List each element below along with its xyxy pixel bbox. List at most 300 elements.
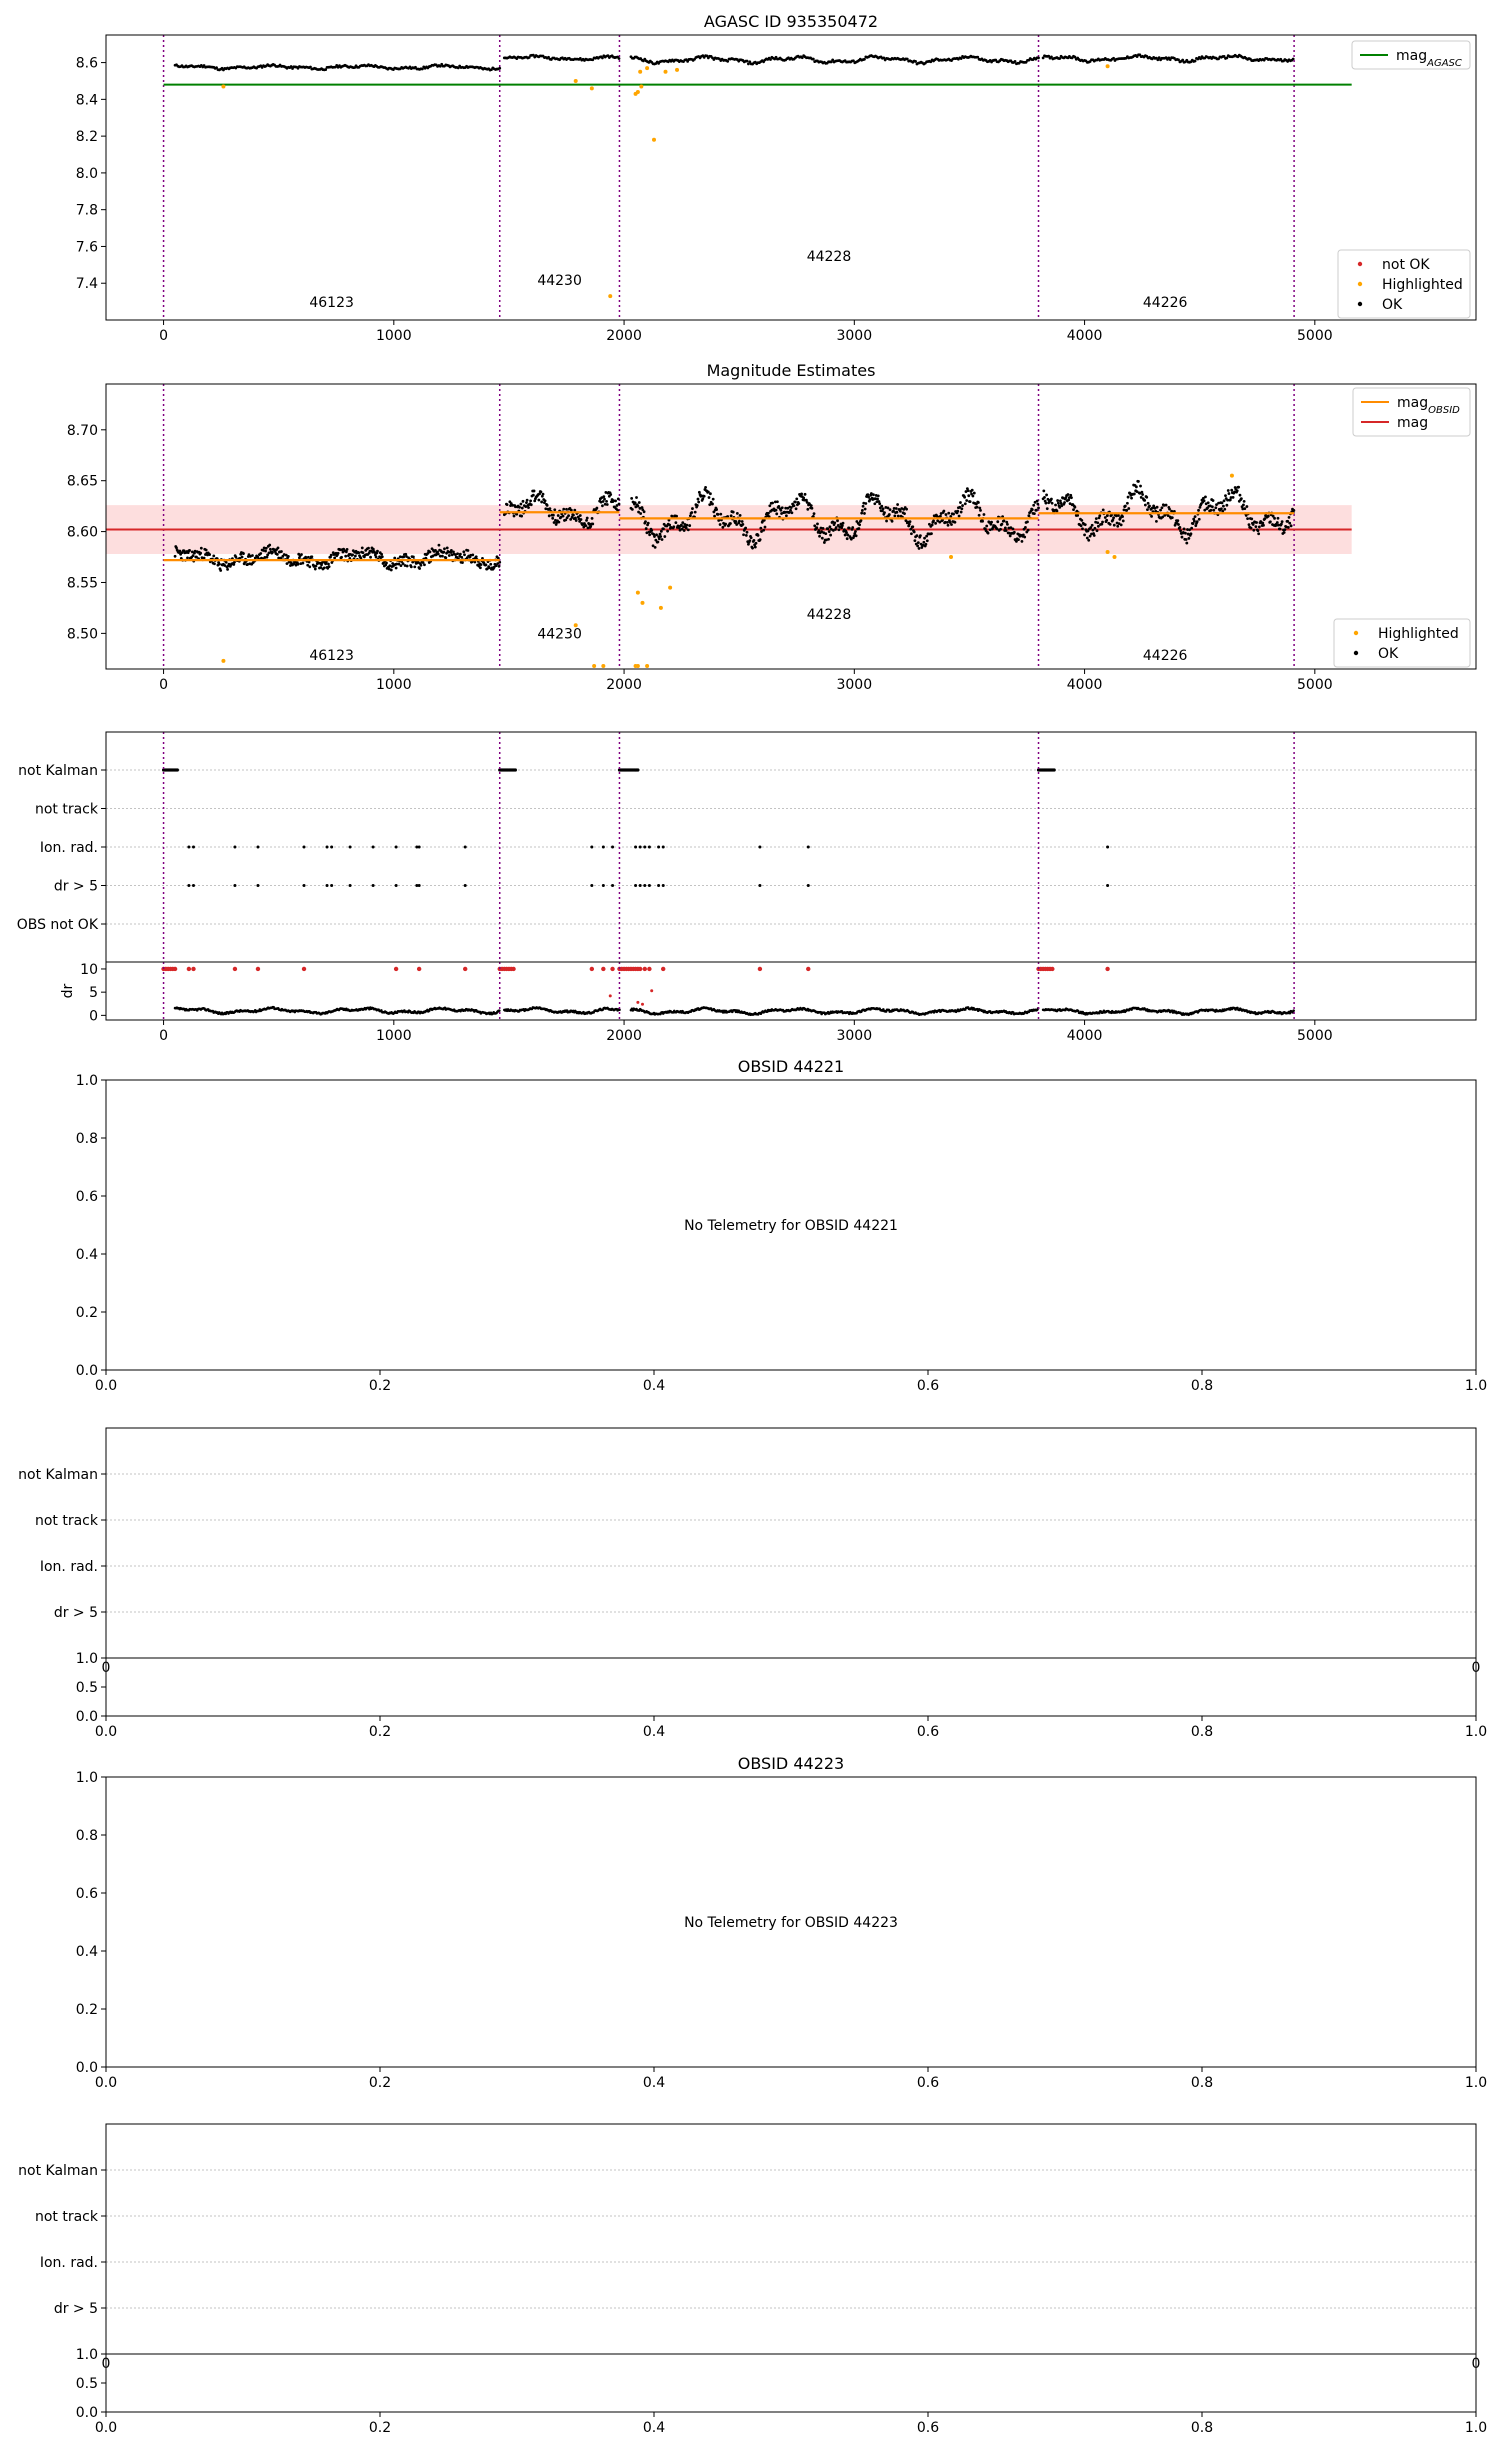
- dr-gt-5-point: [233, 884, 236, 887]
- x-tick-label: 4000: [1066, 677, 1103, 693]
- x-tick-label: 2000: [606, 328, 642, 344]
- ok-point: [672, 525, 675, 528]
- dr-not-ok-point: [187, 967, 191, 971]
- x-tick-label: 0.6: [916, 1724, 940, 1740]
- ok-point: [413, 565, 416, 568]
- ok-point: [1183, 528, 1186, 531]
- ok-point: [815, 526, 818, 529]
- dr-not-ok-point: [463, 967, 467, 971]
- y-tick-label: 8.50: [66, 626, 98, 643]
- ok-point: [754, 546, 757, 549]
- legend-label: OK: [1378, 646, 1399, 662]
- x-tick-label: 1000: [375, 1028, 412, 1044]
- ok-point: [666, 530, 669, 533]
- ok-point: [1093, 534, 1096, 537]
- ok-point: [1279, 528, 1282, 531]
- highlighted-point: [949, 555, 953, 559]
- ok-point: [1258, 526, 1261, 529]
- x-tick-label: 1.0: [1464, 1724, 1488, 1740]
- ok-point: [764, 526, 767, 529]
- ok-point: [542, 493, 545, 496]
- ok-point: [200, 547, 203, 550]
- ok-point: [579, 514, 582, 517]
- ok-point: [549, 507, 552, 510]
- highlighted-point: [668, 586, 672, 590]
- ok-point: [485, 563, 488, 566]
- ok-point: [333, 557, 336, 560]
- ok-point: [1185, 542, 1188, 545]
- ok-point: [558, 521, 561, 524]
- ok-point: [544, 499, 547, 502]
- ok-point: [328, 565, 331, 568]
- not-kalman-point: [514, 768, 517, 771]
- ok-point: [826, 527, 829, 530]
- ok-point: [893, 514, 896, 517]
- dr-not-ok-point: [638, 967, 642, 971]
- ok-point: [793, 504, 796, 507]
- ok-point: [1042, 489, 1045, 492]
- ok-point: [1080, 519, 1083, 522]
- ok-point: [942, 510, 945, 513]
- x-tick-label: 0.6: [916, 2075, 940, 2091]
- ok-point: [1250, 518, 1253, 521]
- ok-point: [863, 58, 866, 61]
- ok-point: [297, 563, 300, 566]
- ok-point: [1125, 509, 1128, 512]
- ok-point: [746, 531, 749, 534]
- ok-point: [701, 497, 704, 500]
- ok-point: [867, 493, 870, 496]
- ok-point: [956, 510, 959, 513]
- ok-point: [1177, 523, 1180, 526]
- dr-outlier-point: [609, 994, 612, 997]
- ok-point: [614, 499, 617, 502]
- obsid-annotation: 44228: [806, 249, 852, 266]
- ok-point: [376, 550, 379, 553]
- dr-gt-5-point: [639, 884, 642, 887]
- ok-point: [1288, 516, 1291, 519]
- ion-rad-point: [657, 846, 660, 849]
- ok-point: [1161, 506, 1164, 509]
- ok-point: [719, 523, 722, 526]
- ok-point: [917, 541, 920, 544]
- no-telemetry-message: No Telemetry for OBSID 44223: [684, 1915, 898, 1931]
- ok-point: [644, 520, 647, 523]
- dr-not-ok-point: [661, 967, 665, 971]
- ok-point: [1165, 504, 1168, 507]
- ok-point: [423, 563, 426, 566]
- ion-rad-point: [330, 846, 333, 849]
- ok-point: [192, 554, 195, 557]
- ok-point: [1150, 515, 1153, 518]
- dr-gt-5-point: [602, 884, 605, 887]
- ok-point: [589, 525, 592, 528]
- x-tick-label: 0.8: [1190, 1724, 1214, 1740]
- ok-point: [1252, 523, 1255, 526]
- ok-point: [1037, 56, 1040, 59]
- dr-not-ok-point: [1105, 967, 1109, 971]
- ok-point: [437, 553, 440, 556]
- ok-point: [412, 555, 415, 558]
- dr-gt-5-point: [1106, 884, 1109, 887]
- ok-point: [730, 514, 733, 517]
- ok-point: [1254, 525, 1257, 528]
- ok-point: [691, 507, 694, 510]
- ok-point: [602, 500, 605, 503]
- ok-point: [199, 552, 202, 555]
- ok-point: [861, 509, 864, 512]
- sub-y-tick-label: 0.5: [75, 2376, 98, 2392]
- ok-point: [811, 507, 814, 510]
- ok-point: [654, 546, 657, 549]
- ion-rad-point: [643, 846, 646, 849]
- ok-point: [931, 524, 934, 527]
- ion-rad-point: [634, 846, 637, 849]
- ok-point: [395, 567, 398, 570]
- panel-flags-and-dr: [17, 732, 1476, 1044]
- ok-point: [307, 556, 310, 559]
- ok-point: [903, 512, 906, 515]
- dr-gt-5-point: [330, 884, 333, 887]
- ok-point: [226, 568, 229, 571]
- ok-point: [406, 565, 409, 568]
- ok-point: [362, 551, 365, 554]
- ok-point: [525, 501, 528, 504]
- y-tick-label: 8.6: [75, 55, 98, 72]
- ok-point: [837, 528, 840, 531]
- ok-point: [833, 521, 836, 524]
- ok-point: [687, 528, 690, 531]
- ok-point: [744, 527, 747, 530]
- ok-point: [914, 60, 917, 63]
- ok-point: [1184, 532, 1187, 535]
- x-tick-label: 0.0: [94, 2420, 118, 2436]
- ok-point: [967, 494, 970, 497]
- ok-point: [1267, 515, 1270, 518]
- ok-point: [310, 555, 313, 558]
- ok-point: [925, 543, 928, 546]
- dr-not-ok-point: [1050, 967, 1054, 971]
- ok-point: [880, 505, 883, 508]
- ok-point: [708, 496, 711, 499]
- ok-point: [1203, 499, 1206, 502]
- ok-point: [1211, 505, 1214, 508]
- ok-point: [922, 541, 925, 544]
- ok-point: [1246, 517, 1249, 520]
- highlighted-point: [1106, 550, 1110, 554]
- ok-point: [526, 499, 529, 502]
- ok-point: [739, 514, 742, 517]
- ok-point: [959, 501, 962, 504]
- ok-point: [818, 535, 821, 538]
- ok-point: [498, 565, 501, 568]
- ok-point: [1056, 499, 1059, 502]
- ok-point: [479, 566, 482, 569]
- ok-point: [1027, 514, 1030, 517]
- ok-point: [520, 515, 523, 518]
- ok-point: [268, 544, 271, 547]
- ok-point: [1059, 499, 1062, 502]
- ok-point: [1245, 505, 1248, 508]
- ok-point: [829, 534, 832, 537]
- ion-rad-point: [602, 846, 605, 849]
- ok-point: [946, 521, 949, 524]
- dr-gt-5-point: [372, 884, 375, 887]
- ok-point: [1187, 537, 1190, 540]
- ok-point: [1070, 496, 1073, 499]
- dr-not-ok-point: [233, 967, 237, 971]
- ok-point: [1185, 538, 1188, 541]
- ok-point: [1225, 504, 1228, 507]
- x-tick-label: 0.2: [368, 2075, 392, 2091]
- ok-point: [361, 547, 364, 550]
- ok-point: [441, 555, 444, 558]
- ok-point: [719, 513, 722, 516]
- ok-point: [661, 538, 664, 541]
- ok-point: [771, 502, 774, 505]
- ok-point: [1239, 494, 1242, 497]
- ok-point: [742, 533, 745, 536]
- ok-point: [845, 531, 848, 534]
- ok-point: [375, 556, 378, 559]
- ok-point: [1004, 526, 1007, 529]
- ok-point: [489, 563, 492, 566]
- ok-point: [527, 506, 530, 509]
- ok-point: [721, 526, 724, 529]
- ok-point: [918, 547, 921, 550]
- ion-rad-point: [662, 846, 665, 849]
- not-kalman-point: [636, 768, 639, 771]
- ok-point: [804, 493, 807, 496]
- ok-point: [1067, 498, 1070, 501]
- flags-frame: [106, 1428, 1476, 1658]
- ok-point: [1156, 506, 1159, 509]
- ok-point: [400, 564, 403, 567]
- x-tick-label: 5000: [1297, 328, 1333, 344]
- ok-point: [717, 513, 720, 516]
- ok-point: [697, 498, 700, 501]
- highlighted-point: [639, 84, 643, 88]
- ok-point: [1098, 514, 1101, 517]
- ok-point: [277, 547, 280, 550]
- ok-point: [188, 549, 191, 552]
- ok-point: [429, 551, 432, 554]
- ok-point: [518, 506, 521, 509]
- ok-point: [724, 523, 727, 526]
- ok-point: [908, 523, 911, 526]
- ok-point: [1176, 519, 1179, 522]
- x-tick-label: 0.4: [642, 1724, 666, 1740]
- dr-not-ok-point: [417, 967, 421, 971]
- ok-point: [1227, 489, 1230, 492]
- ok-point: [947, 512, 950, 515]
- dr-outlier-point: [636, 1001, 639, 1004]
- ion-rad-point: [1106, 846, 1109, 849]
- ok-point: [203, 557, 206, 560]
- ok-point: [1190, 532, 1193, 535]
- ok-point: [573, 509, 576, 512]
- ok-point: [351, 554, 354, 557]
- ok-point: [443, 547, 446, 550]
- ok-point: [726, 60, 729, 63]
- ok-point: [1084, 523, 1087, 526]
- ok-point: [1037, 507, 1040, 510]
- ok-point: [800, 493, 803, 496]
- ok-point: [759, 527, 762, 530]
- ok-point: [961, 504, 964, 507]
- ok-point: [1083, 533, 1086, 536]
- x-tick-label: 3000: [836, 677, 873, 693]
- ok-point: [659, 535, 662, 538]
- ok-point: [1076, 514, 1079, 517]
- dr-gt-5-point: [657, 884, 660, 887]
- y-tick-label: 8.0: [75, 165, 98, 182]
- legend-dot-swatch: [1354, 651, 1358, 655]
- ok-point: [976, 506, 979, 509]
- ok-point: [738, 520, 741, 523]
- dr-gt-5-point: [590, 884, 593, 887]
- ok-point: [741, 523, 744, 526]
- panel-obsid-44221: [76, 1057, 1487, 1394]
- ok-point: [276, 553, 279, 556]
- ok-point: [1232, 496, 1235, 499]
- ok-point: [570, 509, 573, 512]
- ok-point: [1159, 509, 1162, 512]
- flag-row-label: OBS not OK: [16, 917, 98, 933]
- ok-point: [950, 523, 953, 526]
- ok-point: [827, 538, 830, 541]
- ok-point: [932, 520, 935, 523]
- ok-point: [1222, 505, 1225, 508]
- ok-point: [1117, 514, 1120, 517]
- ok-point: [459, 553, 462, 556]
- dr-not-ok-point: [601, 967, 605, 971]
- ok-point: [1290, 524, 1293, 527]
- ok-point: [410, 565, 413, 568]
- dr-gt-5-point: [611, 884, 614, 887]
- ok-point: [1212, 499, 1215, 502]
- ok-point: [1277, 517, 1280, 520]
- x-tick-label: 1.0: [1464, 2075, 1488, 2091]
- ok-point: [882, 507, 885, 510]
- x-tick-label: 0: [159, 328, 169, 344]
- ok-point: [1141, 493, 1144, 496]
- ok-point: [475, 555, 478, 558]
- legend-label: Highlighted: [1378, 626, 1459, 642]
- ok-point: [357, 551, 360, 554]
- y-tick-label: 0.0: [75, 1363, 98, 1379]
- ok-point: [969, 500, 972, 503]
- ok-point: [750, 536, 753, 539]
- ok-point: [606, 503, 609, 506]
- ok-point: [741, 520, 744, 523]
- ok-point: [575, 519, 578, 522]
- legend-label-subscript: OBSID: [1428, 404, 1460, 416]
- x-tick-label: 2000: [606, 677, 642, 693]
- obsid-annotation: 46123: [309, 295, 354, 312]
- highlighted-point: [590, 86, 594, 90]
- ok-point: [585, 519, 588, 522]
- ok-point: [1017, 538, 1020, 541]
- ok-point: [1035, 509, 1038, 512]
- ok-point: [1094, 527, 1097, 530]
- ok-point: [340, 556, 343, 559]
- ok-point: [963, 496, 966, 499]
- ok-point: [548, 514, 551, 517]
- ion-rad-point: [648, 846, 651, 849]
- ok-point: [1091, 524, 1094, 527]
- ok-point: [1137, 480, 1140, 483]
- highlighted-point: [574, 79, 578, 83]
- ok-point: [438, 544, 441, 547]
- ok-point: [1050, 498, 1053, 501]
- flag-row-label: dr > 5: [53, 878, 98, 895]
- ok-point: [873, 502, 876, 505]
- y-tick-label: 0.6: [75, 1189, 98, 1205]
- ok-point: [1143, 499, 1146, 502]
- highlighted-point: [636, 90, 640, 94]
- ok-point: [601, 504, 604, 507]
- y-tick-label: 0.4: [75, 1247, 98, 1263]
- ok-point: [381, 555, 384, 558]
- ok-point: [715, 508, 718, 511]
- ok-point: [1014, 60, 1017, 63]
- ok-point: [863, 512, 866, 515]
- ok-point: [609, 493, 612, 496]
- legend-dot-swatch: [1358, 302, 1362, 306]
- dr-not-ok-point: [806, 967, 810, 971]
- x-tick-label: 2000: [606, 1028, 642, 1044]
- ok-point: [1051, 502, 1054, 505]
- ok-point: [985, 525, 988, 528]
- ok-point: [537, 499, 540, 502]
- ok-point: [1192, 522, 1195, 525]
- ok-point: [1005, 529, 1008, 532]
- ok-point: [954, 521, 957, 524]
- ok-point: [979, 509, 982, 512]
- ok-point: [520, 503, 523, 506]
- dr-not-ok-point: [758, 967, 762, 971]
- ok-point: [265, 547, 268, 550]
- ok-point: [775, 512, 778, 515]
- x-tick-label: 0: [159, 1028, 169, 1044]
- not-kalman-point: [176, 768, 179, 771]
- ok-point: [234, 556, 237, 559]
- x-tick-label: 0.0: [94, 1724, 118, 1740]
- ok-point: [919, 534, 922, 537]
- ok-point: [1181, 536, 1184, 539]
- ok-point: [960, 511, 963, 514]
- dr-gt-5-point: [464, 884, 467, 887]
- ok-point: [748, 539, 751, 542]
- ok-point: [757, 534, 760, 537]
- dr-not-ok-point: [643, 967, 647, 971]
- legend-label-subscript: AGASC: [1427, 57, 1462, 69]
- ok-point: [751, 547, 754, 550]
- ok-point: [794, 501, 797, 504]
- ok-point: [1179, 529, 1182, 532]
- ok-point: [529, 499, 532, 502]
- ok-point: [461, 561, 464, 564]
- ok-point: [530, 503, 533, 506]
- y-tick-label: 0.4: [75, 1944, 98, 1960]
- ion-rad-point: [418, 846, 421, 849]
- ok-point: [934, 522, 937, 525]
- ok-point: [631, 508, 634, 511]
- ion-rad-point: [639, 846, 642, 849]
- ok-point: [1262, 524, 1265, 527]
- ok-point: [909, 520, 912, 523]
